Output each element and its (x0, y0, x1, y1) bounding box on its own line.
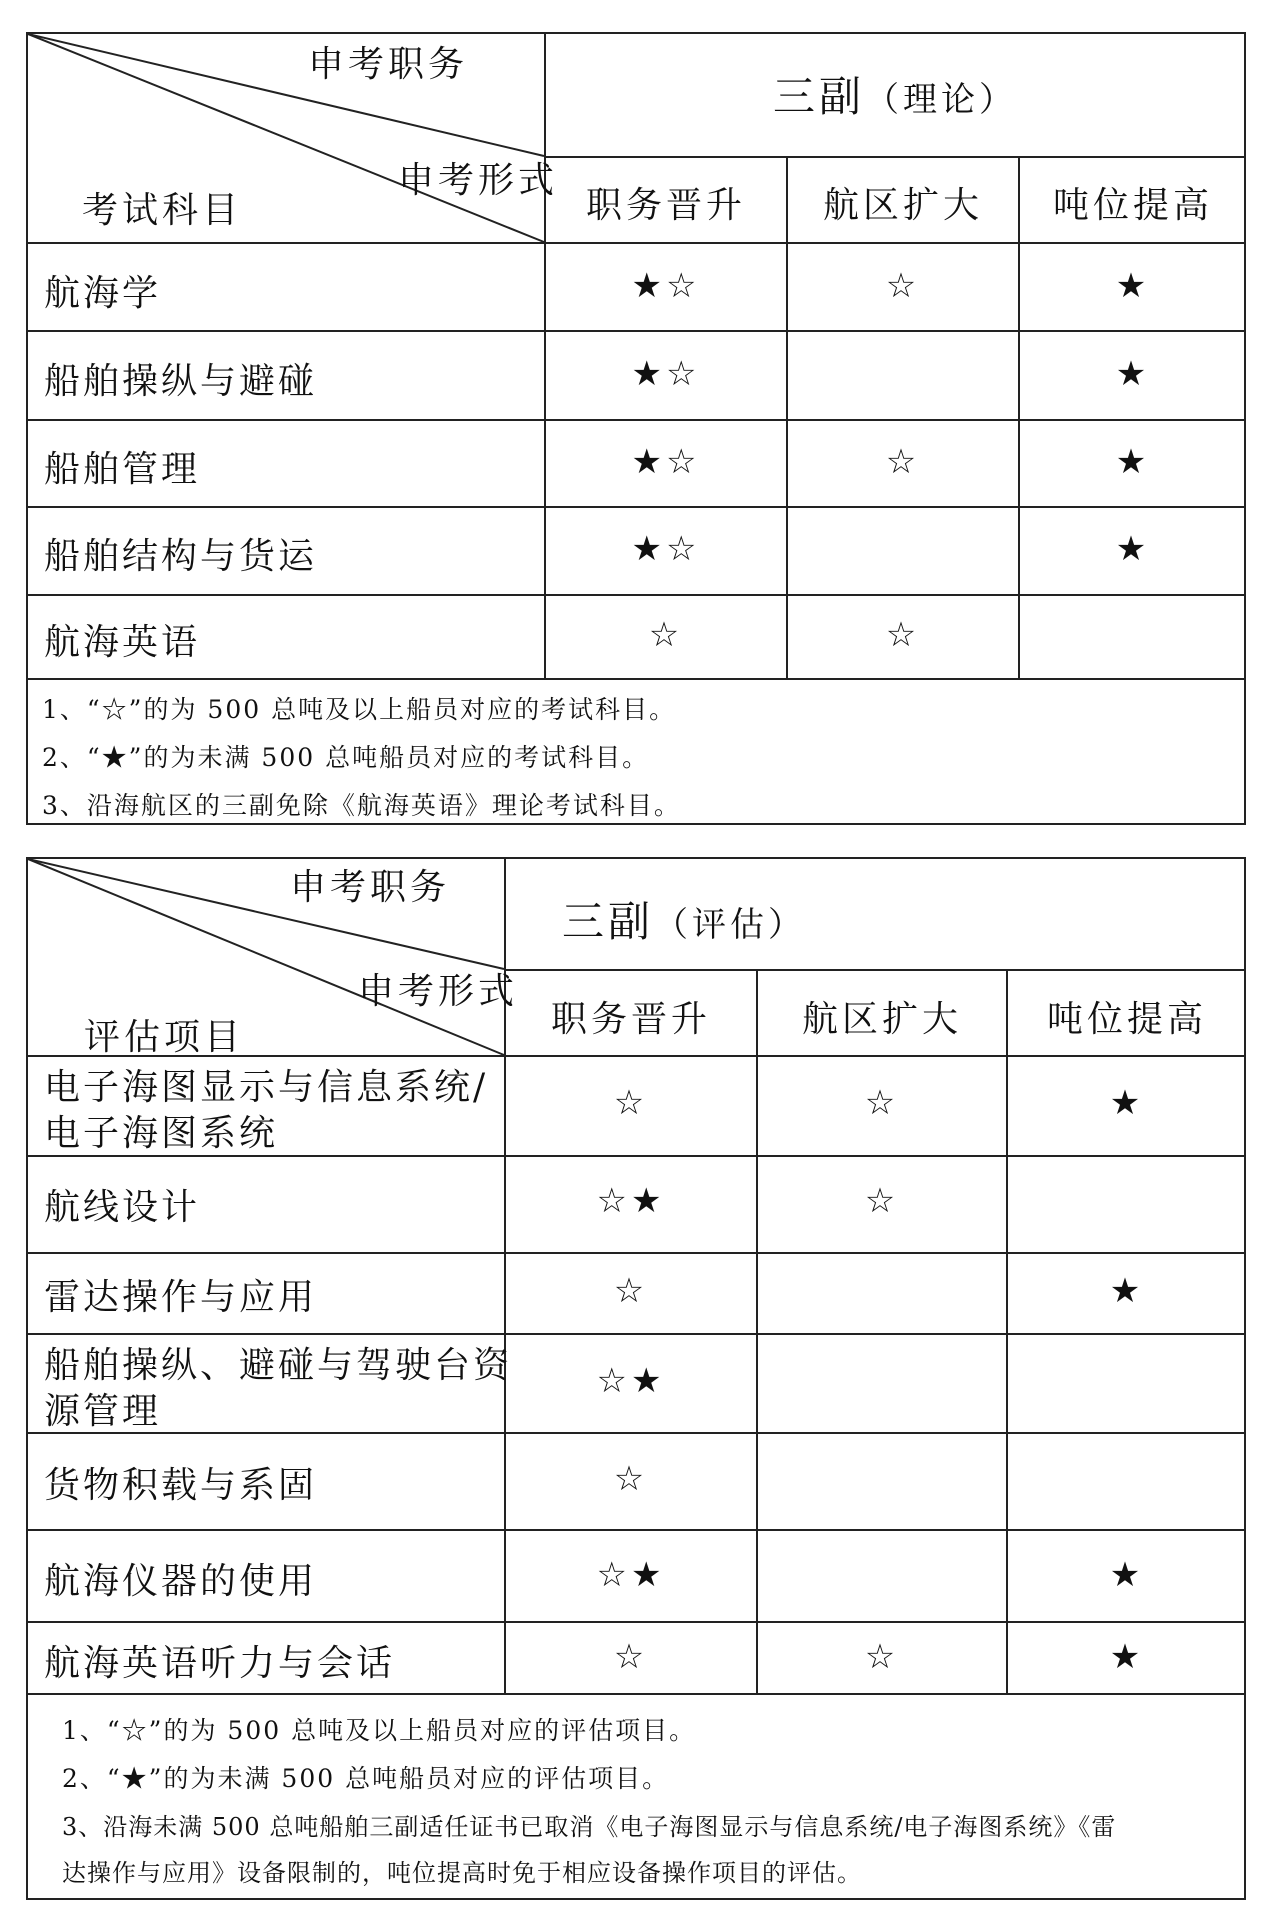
mark-cell: ★☆ (631, 442, 701, 482)
mark-cell: ☆ (885, 266, 921, 306)
row-divider (28, 1252, 1246, 1254)
footnote: 达操作与应用》设备限制的，吨位提高时免于相应设备操作项目的评估。 (62, 1859, 862, 1887)
footnote: 1、“☆”的为 500 总吨及以上船员对应的考试科目。 (42, 695, 677, 724)
item-label-line2: 电子海图系统 (44, 1113, 279, 1154)
row-divider (28, 330, 1246, 332)
mark-cell: ★ (1109, 1637, 1145, 1677)
row-divider (28, 678, 1246, 680)
column-header: 职务晋升 (550, 999, 711, 1040)
position-title (504, 889, 864, 949)
mark-cell: ★☆ (631, 529, 701, 569)
col-divider (1018, 156, 1020, 678)
footnote: 3、沿海未满 500 总吨船舶三副适任证书已取消《电子海图显示与信息系统/电子海图系统》《雷 (62, 1813, 1117, 1841)
row-divider (28, 594, 1246, 596)
mark-cell: ★☆ (631, 354, 701, 394)
theory-exam-table (26, 32, 1246, 825)
item-label-line1: 货物积载与系固 (44, 1465, 318, 1506)
mark-cell: ★ (1109, 1271, 1145, 1311)
mark-cell: ★☆ (631, 266, 701, 306)
footnote: 2、“★”的为未满 500 总吨船员对应的评估项目。 (62, 1764, 670, 1793)
row-divider (28, 1333, 1246, 1335)
row-divider (28, 1621, 1246, 1623)
column-header: 航区扩大 (801, 999, 962, 1040)
subject-label: 船舶结构与货运 (44, 536, 318, 577)
assessment-table (26, 857, 1246, 1900)
mark-cell: ☆ (613, 1459, 649, 1499)
mark-cell: ★ (1115, 529, 1151, 569)
mark-cell: ☆ (885, 615, 921, 655)
position-title-sub: （评估） (654, 905, 806, 945)
subject-label: 航海学 (44, 273, 162, 314)
row-divider (28, 1693, 1246, 1695)
footnote: 3、沿海航区的三副免除《航海英语》理论考试科目。 (42, 791, 681, 820)
corner-top-label: 申考职务 (290, 867, 451, 908)
col-divider (756, 969, 758, 1693)
item-label-line1: 雷达操作与应用 (44, 1277, 318, 1318)
mark-cell: ☆ (864, 1637, 900, 1677)
position-title-main: 三副 (772, 72, 865, 121)
row-divider (504, 969, 1246, 971)
mark-cell: ★ (1115, 442, 1151, 482)
mark-cell: ☆ (864, 1181, 900, 1221)
mark-cell: ★ (1115, 354, 1151, 394)
subject-label: 船舶管理 (44, 449, 201, 490)
col-divider (786, 156, 788, 678)
mark-cell: ☆ (613, 1083, 649, 1123)
mark-cell: ☆ (864, 1083, 900, 1123)
item-label-line1: 电子海图显示与信息系统/ (44, 1067, 489, 1108)
corner-bottom-label: 评估项目 (84, 1017, 245, 1058)
corner-mid-label: 申考形式 (398, 160, 559, 201)
row-divider (544, 156, 1246, 158)
row-divider (28, 506, 1246, 508)
mark-cell: ☆ (648, 615, 684, 655)
corner-bottom-label: 考试科目 (82, 190, 243, 231)
subject-label: 船舶操纵与避碰 (44, 361, 318, 402)
footnote: 1、“☆”的为 500 总吨及以上船员对应的评估项目。 (62, 1716, 697, 1745)
item-label-line2: 源管理 (44, 1391, 162, 1432)
position-title-main: 三副 (561, 897, 654, 946)
corner-mid-label: 申考形式 (358, 971, 519, 1012)
mark-cell: ★ (1109, 1083, 1145, 1123)
mark-cell: ☆ (885, 442, 921, 482)
mark-cell: ★ (1115, 266, 1151, 306)
item-label-line1: 船舶操纵、避碰与驾驶台资 (44, 1345, 513, 1386)
subject-label: 航海英语 (44, 622, 201, 663)
item-label-line1: 航海仪器的使用 (44, 1561, 318, 1602)
corner-top-label: 申考职务 (308, 44, 469, 85)
column-header: 航区扩大 (822, 185, 983, 226)
position-title (544, 64, 1246, 124)
item-label-line1: 航海英语听力与会话 (44, 1643, 396, 1684)
mark-cell: ☆★ (596, 1181, 666, 1221)
column-header: 吨位提高 (1046, 999, 1207, 1040)
mark-cell: ★ (1109, 1555, 1145, 1595)
column-header: 吨位提高 (1052, 185, 1213, 226)
row-divider (28, 1529, 1246, 1531)
row-divider (28, 419, 1246, 421)
mark-cell: ☆ (613, 1637, 649, 1677)
footnote: 2、“★”的为未满 500 总吨船员对应的考试科目。 (42, 743, 650, 772)
mark-cell: ☆ (613, 1271, 649, 1311)
mark-cell: ☆★ (596, 1361, 666, 1401)
item-label-line1: 航线设计 (44, 1187, 201, 1228)
column-header: 职务晋升 (585, 185, 746, 226)
position-title-sub: （理论） (865, 80, 1017, 120)
row-divider (28, 1432, 1246, 1434)
mark-cell: ☆★ (596, 1555, 666, 1595)
